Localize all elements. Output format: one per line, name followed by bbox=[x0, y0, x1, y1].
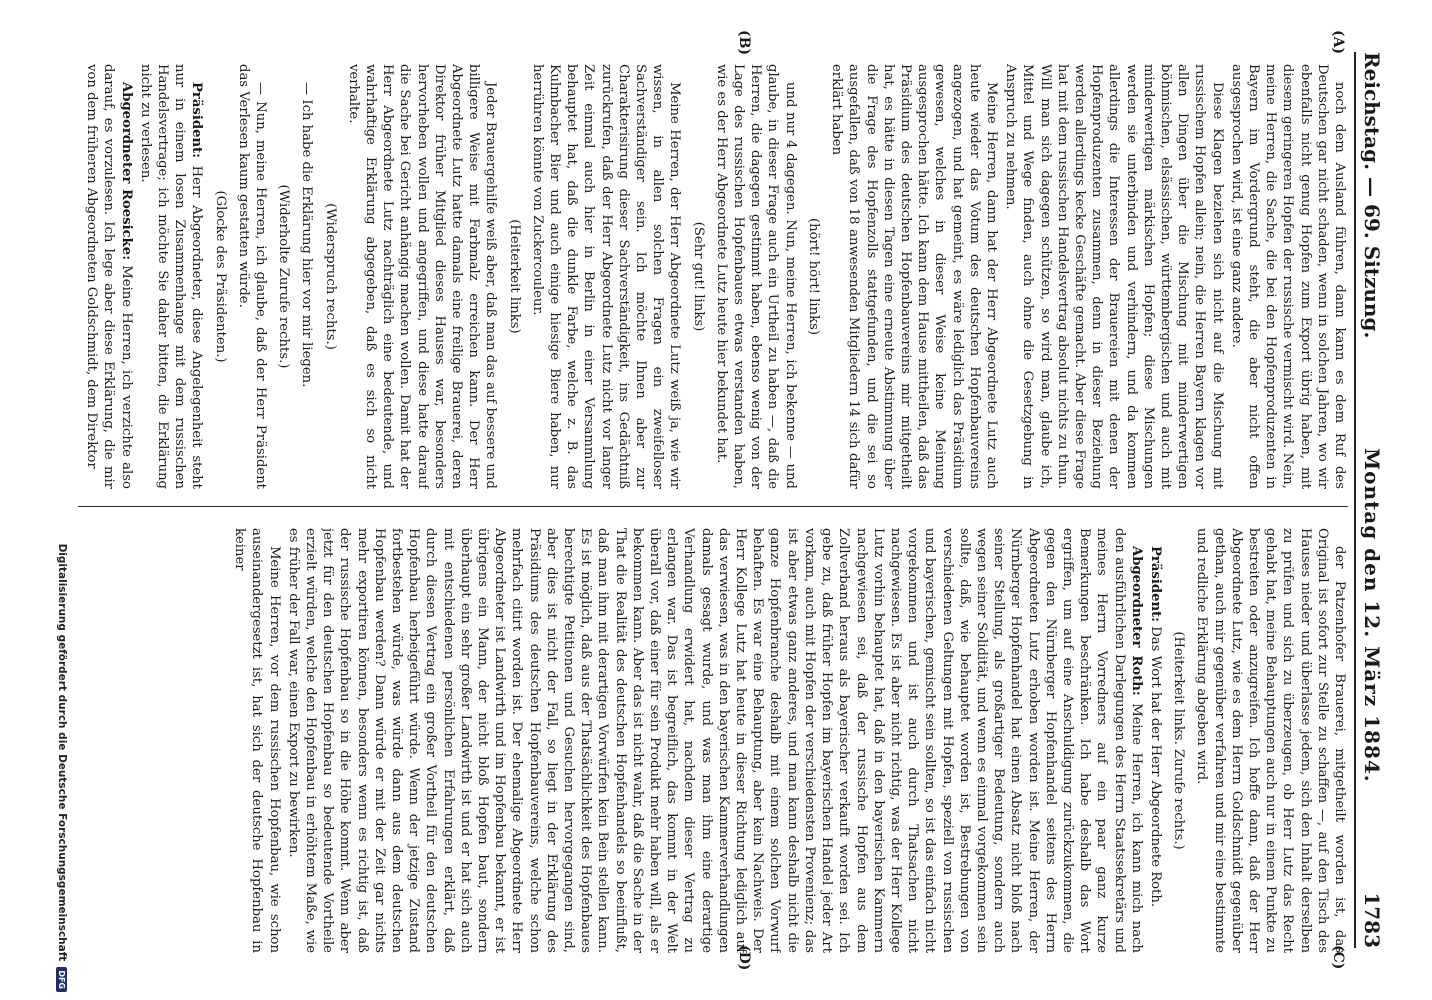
speaker-name: Präsident: bbox=[1147, 546, 1163, 623]
text-paragraph: Jeder Brauergehilfe weiß aber, daß man das auf bessere und billigere Weise mit Farbmalz erreichen kann. Der Herr Abgeordnete Lutz hatte damals eine freilige Brauerei, deren Direktor früher Mitglied dieses Hauses war, besonders hervorheben wollen und angegriffen, und diese hatte darauf die Sache bei Gericht anhängig machen wollen. Damit hat der Herr Abgeordnete Lutz nachträglich eine bedeutende, und wahrhaftige Erklärung abgegeben, daß es sich so nicht verhalte. bbox=[345, 64, 499, 489]
right-column bbox=[78, 528, 1348, 953]
text-paragraph: — Nun, meine Herren, ich glaube, daß der Herr Präsident das Verlesen kaum gestatten würde. bbox=[235, 64, 269, 489]
speaker-paragraph bbox=[83, 64, 135, 489]
speaker-name: Abgeordneter Roesicke: bbox=[118, 82, 134, 261]
speech-text: Meine Herren, ich kann mich nach den ausführlichen Darlegungen des Herrn Staatssekretärs und meines Herrn Vorredners auf ein paar ganz kurze Bemerkungen beschränken. Ich habe deshalb das Wort ergriffen, um auf eine Anschuldigung zurückzukommen, die gegen den Nürnberger Hopfenhandel seitens des Herrn Abgeordneten Lutz erhoben worden ist. Meine Herren, der Nürnberger Hopfenhandel hat einen Absatz nicht bloß nach seiner Stellung, als großartiger Bedeutung, sondern auch wegen seiner Solidität, und wenn es einmal vorgekommen sein sollte, daß, wie behauptet worden ist, Bestrebungen von verschiedenen Geltungen mit Hopfen, speziell von russischen und bayerischen, gemischt sein sollten, so ist das einfach nicht vorgekommen und ist auch durch Thatsachen nicht nachgewiesen. Es ist aber nicht richtig, was der Herr Kollege Lutz vorhin behauptet hat, daß in den bayerischen Kammern nachgewiesen sei, daß der russische Hopfen aus dem Zollverband heraus als bayerischer verkauft worden sei. Ich gebe zu, daß früher Hopfen im bayerischen Handel jeder Art vorkam, auch mit Hopfen der verschiedensten Provenienz; das ist aber etwas ganz anderes, und man kann deshalb nicht die ganze Hopfenbranche deshalb mit einem solchen Vorwurf behaften. Es war eine Behauptung, aber kein Nachweis. Der Herr Kollege Lutz hat heute in dieser Richtung lediglich auf das verwiesen, was in den bayerischen Kammerverhandlungen damals gesagt wurde, und was man ihm eine derartige Verhandlung erwidert hat, nachdem dieser Vertrag zu erlangen war. Das ist begreiflich, das kommt in der Welt überall vor, daß einer für sein Produkt mehr haben will, als er bekommen kann. Aber das ist nicht wahr, daß die Sache in der That die Realität des deutschen Hopfenhandels so beeinflußt, daß man ihm mit derartigen Vorwürfen kein Bein stellen kann. Es ist möglich, daß aus der Thatsächlichkeit des Hopfenbaues berechtigte Petitionen und Gesuchen hervorgegangen sind, aber dies ist nicht der Fall, so liegt in der Erklärung des Präsidiums des deutschen Hopfenbauvereins, welche schon mehrfach citirt worden ist. Der ehemalige Abgeordnete Herr Abgeordneter ist Landwirth und im Hopfenbau bekannt, er ist übrigens ein Mann, der nicht bloß Hopfen baut, sondern überhaupt ein sehr großer Landwirth ist und er hat sich auch mit entschiedenen persönlichen Erfahrungen erklärt, daß durch diesen Vertrag ein großer Vortheil für den deutschen Hopfenbau herbeigeführt würde. Wenn der jetzige Zustand fortbestehen würde, was würde dann aus dem deutschen Hopfenbau werden? Dann würde er mit der Zeit gar nichts mehr exportiren können, besonders wenn es richtig ist, daß der russische Hopfenbau so in die Höhe kommt. Wenn aber jetzt für den deutschen Hopfenbau so bedeutende Vortheile erzielt würden, welche den Hopfenbau in erhöhtem Maße, wie es früher der Fall war, einen Export zu bewirken. bbox=[285, 528, 1144, 953]
interjection: (Heiterkeit links) bbox=[506, 219, 522, 334]
speaker-paragraph bbox=[1147, 528, 1164, 953]
page-header bbox=[1354, 52, 1394, 948]
margin-marker-b: (B) bbox=[736, 30, 752, 56]
speaker-paragraph bbox=[137, 64, 206, 489]
text-paragraph: — Ich habe die Erklärung hier vor mir liegen. bbox=[299, 82, 315, 388]
text-paragraph: noch dem Ausland führen, dann kann es dem Ruf des Deutschen gar nicht schaden, wenn in solchen Jahren, wo wir ebenfalls nicht genug Hopfen zum Export übrig haben, mit diesem geringeren Hopfen der russische vermischt wird. Nein, meine Herren, die Sache, die bei den Hopfenproduzenten in Bayern im Vordergrund steht, die aber nicht offen ausgesprochen wird, ist eine ganz andere. bbox=[1228, 64, 1347, 489]
footer-text: Digitalisierung gefördert durch die Deutsche Forschungsgemeinschaft bbox=[56, 543, 68, 962]
scanned-page bbox=[52, 0, 1412, 1000]
interjection: (Heiterkeit links. Zurufe rechts.) bbox=[1171, 631, 1187, 850]
interjection: (Widerholte Zurufe rechts.) bbox=[276, 184, 292, 369]
header-left: Reichstag. — 69. Sitzung. bbox=[1360, 52, 1384, 339]
speaker-name: Abgeordneter Roth: bbox=[1128, 546, 1144, 696]
text-paragraph: Meine Herren, der Herr Abgeordnete Lutz weiß ja, wie wir wissen, in allen solchen Fragen ein zweifelloser Sachverständiger sein. Ich möchte Ihnen aber zur Charakterisirung dieser Sachverständigkeit, ins Gedächtniß zurückrufen, daß der Herr Abgeordnete Lutz nicht vor langer Zeit einmal auch hier in Berlin in einer Versammlung behauptet hat, daß die dunkle Farbe, welche z. B. das Kulmbacher Bier und auch einige hiesige Biere haben, nur herrühren könnte von Zuckercouleur. bbox=[529, 64, 683, 489]
left-column bbox=[78, 64, 1348, 489]
text-paragraph: der Patzenhofer Brauerei, mitgetheilt worden ist, das Original ist sofort zur Stelle zu schaffen —, auf den Tisch des Hauses nieder und überlasse jedem, sich den Inhalt derselben zu prüfen und sich zu überzeugen, ob Herr Lutz das Recht gehabt hat, meine Behauptungen auch nur in einem Punkte zu bestreiten oder anzugreifen. Ich hoffe dann, daß der Herr Abgeordnete Lutz, wie es dem Herrn Goldschmidt gegenüber gethan, auch mir gegenüber verfahren und mir eine bestimmte und redliche Erklärung abgeben wird. bbox=[1194, 528, 1347, 953]
text-paragraph: Meine Herren, dann hat der Herr Abgeordnete Lutz auch heute wieder das Votum des deutschen Hopfenbauvereins angezogen, und hat gemeint, es wäre lediglich das Präsidium gewesen, welches in dieser Weise keine Meinung ausgesprochen hätte. Ich kann dem Hause mittheilen, daß das Präsidium des deutschen Hopfenbauvereins mir mitgetheilt hat, es hätte in diesen Tagen eine erneute Abstimmung über die Frage des Hopfenzolls stattgefunden, und die sei so ausgefallen, daß von 18 anwesenden Mitgliedern 14 sich dafür erklärt haben bbox=[829, 64, 999, 489]
margin-marker-d: (D) bbox=[736, 945, 752, 971]
speech-text: Das Wort hat der Herr Abgeordnete Roth. bbox=[1147, 626, 1163, 908]
interjection: (Glocke des Präsidenten.) bbox=[212, 190, 228, 363]
page-number: 1783 bbox=[1360, 892, 1384, 948]
interjection: (Sehr gut! links) bbox=[690, 221, 706, 332]
header-date: Montag den 12. März 1884. bbox=[1360, 448, 1384, 783]
interjection: (Widerspruch rechts.) bbox=[322, 203, 338, 350]
digitization-footer bbox=[52, 0, 72, 1000]
speech-text: Meine Herren, ich verzichte also darauf, es vorzulesen. Ich lege aber diese Erklärung, die mir von dem früheren Abgeordneten Goldschmidt, dem Direktor bbox=[84, 64, 134, 489]
interjection: (hört! hört! links) bbox=[805, 217, 821, 336]
speech-text: Herr Abgeordneter, diese Angelegenheit steht nur in einem losen Zusammenhange mit dem russischen Handelsvertrage; ich möchte Sie daher bitten, die Erklärung nicht zu verlesen. bbox=[137, 64, 205, 489]
column-divider bbox=[78, 506, 1348, 507]
speaker-name: Präsident: bbox=[189, 82, 205, 159]
margin-marker-a: (A) bbox=[1330, 30, 1346, 55]
text-paragraph: und nur 4 dagegen. Nun, meine Herren, ich bekenne — und glaube, in dieser Frage auch ein Urtheil zu haben —, daß die Herren, die dagegen gestimmt haben, ebenso wenig von der Lage des russischen Hopfenbaues etwas verstanden haben, wie es der Herr Abgeordnete Lutz heute hier bekundet hat. bbox=[713, 64, 798, 489]
speaker-paragraph bbox=[285, 528, 1145, 953]
text-paragraph: Diese Klagen beziehen sich nicht auf die Mischung mit russischem Hopfen allein; nein, die Herren Bayern klagen vor allen Dingen über die Mischung mit minderwertigen böhmischen, elsässischen, württembergischen und auch mit minderwertigen märkischen Hopfen; diese Mischungen werden sie unterbinden und verhindern, und da kommen allerdings die Interessen der Brauereien mit denen der Hopfenproduzenten zusammen, denn in dieser Beziehung werden allerdings kecke Geschäfte gemacht. Aber diese Frage hat mit dem russischen Handelsvertrag absolut nichts zu thun. Will man sich dagegen schützen, so wird man, glaube ich, Mittel und Wege finden, auch ohne die Gesetzgebung in Anspruch zu nehmen. bbox=[1003, 64, 1225, 489]
text-paragraph: Meine Herren, vor dem russischen Hopfenbau, wie schon auseinandergesetzt ist, hat sich der deutsche Hopfenbau in keiner bbox=[232, 528, 282, 953]
margin-marker-c: (C) bbox=[1330, 945, 1346, 970]
dfg-logo: DFG bbox=[57, 967, 68, 992]
